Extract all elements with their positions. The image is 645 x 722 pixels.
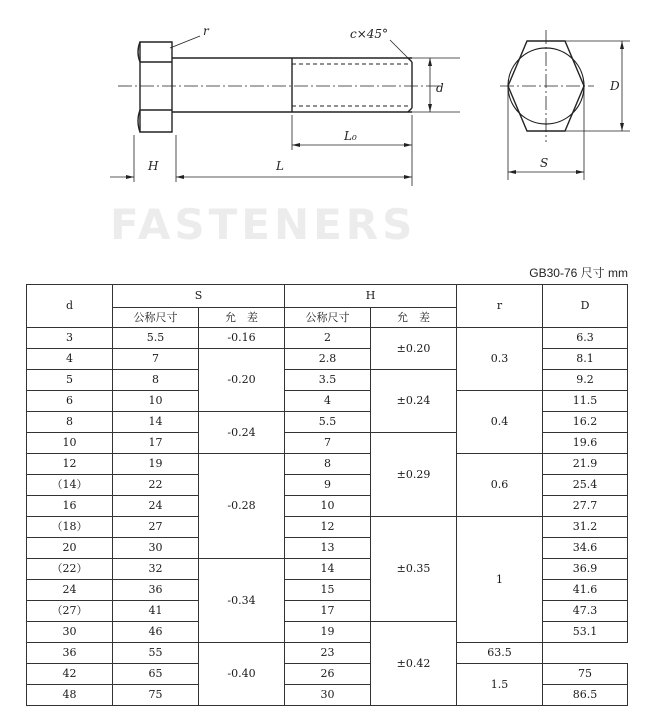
cell-s-tolerance: -0.24 xyxy=(199,412,285,454)
cell-s-nominal: 41 xyxy=(113,601,199,622)
cell-d: 24 xyxy=(27,580,113,601)
radius-label: r xyxy=(203,24,209,38)
cell-h-nominal: 19 xyxy=(285,622,371,643)
cell-s-nominal: 8 xyxy=(113,370,199,391)
cell-h-nominal: 7 xyxy=(285,433,371,454)
header-S-tolerance: 允 差 xyxy=(199,308,285,328)
cell-s-nominal: 17 xyxy=(113,433,199,454)
cell-d: 36 xyxy=(27,643,113,664)
cell-D: 27.7 xyxy=(543,496,628,517)
bolt-dimension-table xyxy=(26,284,628,706)
cell-s-nominal: 5.5 xyxy=(113,328,199,349)
table-row xyxy=(27,454,628,475)
cell-D: 63.5 xyxy=(457,643,543,664)
cell-r: 0.6 xyxy=(457,454,543,517)
cell-h-nominal: 9 xyxy=(285,475,371,496)
cell-d: （22） xyxy=(27,559,113,580)
cell-s-tolerance: -0.40 xyxy=(199,643,285,706)
table-row xyxy=(27,664,628,685)
header-D: D xyxy=(543,285,628,328)
cell-h-tolerance: ±0.35 xyxy=(371,517,457,622)
cell-h-nominal: 23 xyxy=(285,643,371,664)
cell-s-nominal: 65 xyxy=(113,664,199,685)
table-row xyxy=(27,328,628,349)
cell-D: 34.6 xyxy=(543,538,628,559)
cell-s-nominal: 24 xyxy=(113,496,199,517)
cell-r: 0.4 xyxy=(457,391,543,454)
cell-s-nominal: 30 xyxy=(113,538,199,559)
table-row xyxy=(27,517,628,538)
bolt-head-side xyxy=(140,42,172,132)
table-row xyxy=(27,643,628,664)
cell-d: （27） xyxy=(27,601,113,622)
cell-s-nominal: 36 xyxy=(113,580,199,601)
cell-d: （14） xyxy=(27,475,113,496)
cell-s-nominal: 7 xyxy=(113,349,199,370)
cell-r: 0.3 xyxy=(457,328,543,391)
cell-D: 25.4 xyxy=(543,475,628,496)
cell-d: 8 xyxy=(27,412,113,433)
cell-s-nominal: 75 xyxy=(113,685,199,706)
cell-h-nominal: 5.5 xyxy=(285,412,371,433)
cell-D: 53.1 xyxy=(543,622,628,643)
cell-d: 6 xyxy=(27,391,113,412)
cell-D: 11.5 xyxy=(543,391,628,412)
cell-d: 42 xyxy=(27,664,113,685)
cell-D: 75 xyxy=(543,664,628,685)
cell-d: 12 xyxy=(27,454,113,475)
header-H: H xyxy=(285,285,457,308)
cell-d: （18） xyxy=(27,517,113,538)
cell-d: 30 xyxy=(27,622,113,643)
cell-s-tolerance: -0.16 xyxy=(199,328,285,349)
cell-D: 41.6 xyxy=(543,580,628,601)
cell-s-nominal: 22 xyxy=(113,475,199,496)
cell-d: 20 xyxy=(27,538,113,559)
cell-s-nominal: 10 xyxy=(113,391,199,412)
cell-d: 4 xyxy=(27,349,113,370)
cell-D: 8.1 xyxy=(543,349,628,370)
cell-D: 31.2 xyxy=(543,517,628,538)
cell-D: 21.9 xyxy=(543,454,628,475)
across-flats-label: S xyxy=(540,156,549,170)
cell-s-nominal: 32 xyxy=(113,559,199,580)
cell-h-nominal: 30 xyxy=(285,685,371,706)
cell-h-tolerance: ±0.24 xyxy=(371,370,457,433)
bolt-technical-drawing xyxy=(0,0,645,195)
across-corners-label: D xyxy=(610,79,620,93)
cell-D: 16.2 xyxy=(543,412,628,433)
cell-h-nominal: 8 xyxy=(285,454,371,475)
cell-s-nominal: 14 xyxy=(113,412,199,433)
cell-h-nominal: 2.8 xyxy=(285,349,371,370)
cell-r: 1.5 xyxy=(457,664,543,706)
cell-s-nominal: 19 xyxy=(113,454,199,475)
watermark: FASTENERS xyxy=(110,200,417,249)
cell-h-nominal: 13 xyxy=(285,538,371,559)
cell-D: 9.2 xyxy=(543,370,628,391)
head-height-label: H xyxy=(148,159,159,173)
cell-h-nominal: 10 xyxy=(285,496,371,517)
cell-D: 19.6 xyxy=(543,433,628,454)
cell-s-tolerance: -0.20 xyxy=(199,349,285,412)
cell-D: 47.3 xyxy=(543,601,628,622)
header-S: S xyxy=(113,285,285,308)
cell-h-tolerance: ±0.42 xyxy=(371,622,457,706)
cell-s-nominal: 55 xyxy=(113,643,199,664)
cell-d: 16 xyxy=(27,496,113,517)
header-d: d xyxy=(27,285,113,328)
diameter-label: d xyxy=(436,81,444,95)
cell-s-tolerance: -0.34 xyxy=(199,559,285,643)
table-row xyxy=(27,391,628,412)
header-S-nominal: 公称尺寸 xyxy=(113,308,199,328)
cell-h-tolerance: ±0.20 xyxy=(371,328,457,370)
standard-note: GB30-76 尺寸 mm xyxy=(529,266,628,280)
cell-d: 5 xyxy=(27,370,113,391)
cell-h-nominal: 15 xyxy=(285,580,371,601)
cell-h-nominal: 14 xyxy=(285,559,371,580)
cell-h-nominal: 4 xyxy=(285,391,371,412)
cell-h-nominal: 26 xyxy=(285,664,371,685)
cell-s-tolerance: -0.28 xyxy=(199,454,285,559)
cell-h-nominal: 12 xyxy=(285,517,371,538)
thread-length-label: L₀ xyxy=(344,129,357,143)
cell-h-nominal: 2 xyxy=(285,328,371,349)
header-r: r xyxy=(457,285,543,328)
chamfer-label: c×45° xyxy=(350,27,389,41)
cell-d: 3 xyxy=(27,328,113,349)
header-H-tolerance: 允 差 xyxy=(371,308,457,328)
cell-s-nominal: 46 xyxy=(113,622,199,643)
cell-D: 6.3 xyxy=(543,328,628,349)
header-H-nominal: 公称尺寸 xyxy=(285,308,371,328)
cell-s-nominal: 27 xyxy=(113,517,199,538)
cell-d: 48 xyxy=(27,685,113,706)
cell-r: 1 xyxy=(457,517,543,643)
cell-h-nominal: 17 xyxy=(285,601,371,622)
cell-h-tolerance: ±0.29 xyxy=(371,433,457,517)
cell-h-nominal: 3.5 xyxy=(285,370,371,391)
cell-D: 86.5 xyxy=(543,685,628,706)
cell-d: 10 xyxy=(27,433,113,454)
length-label: L xyxy=(276,159,284,173)
cell-D: 36.9 xyxy=(543,559,628,580)
